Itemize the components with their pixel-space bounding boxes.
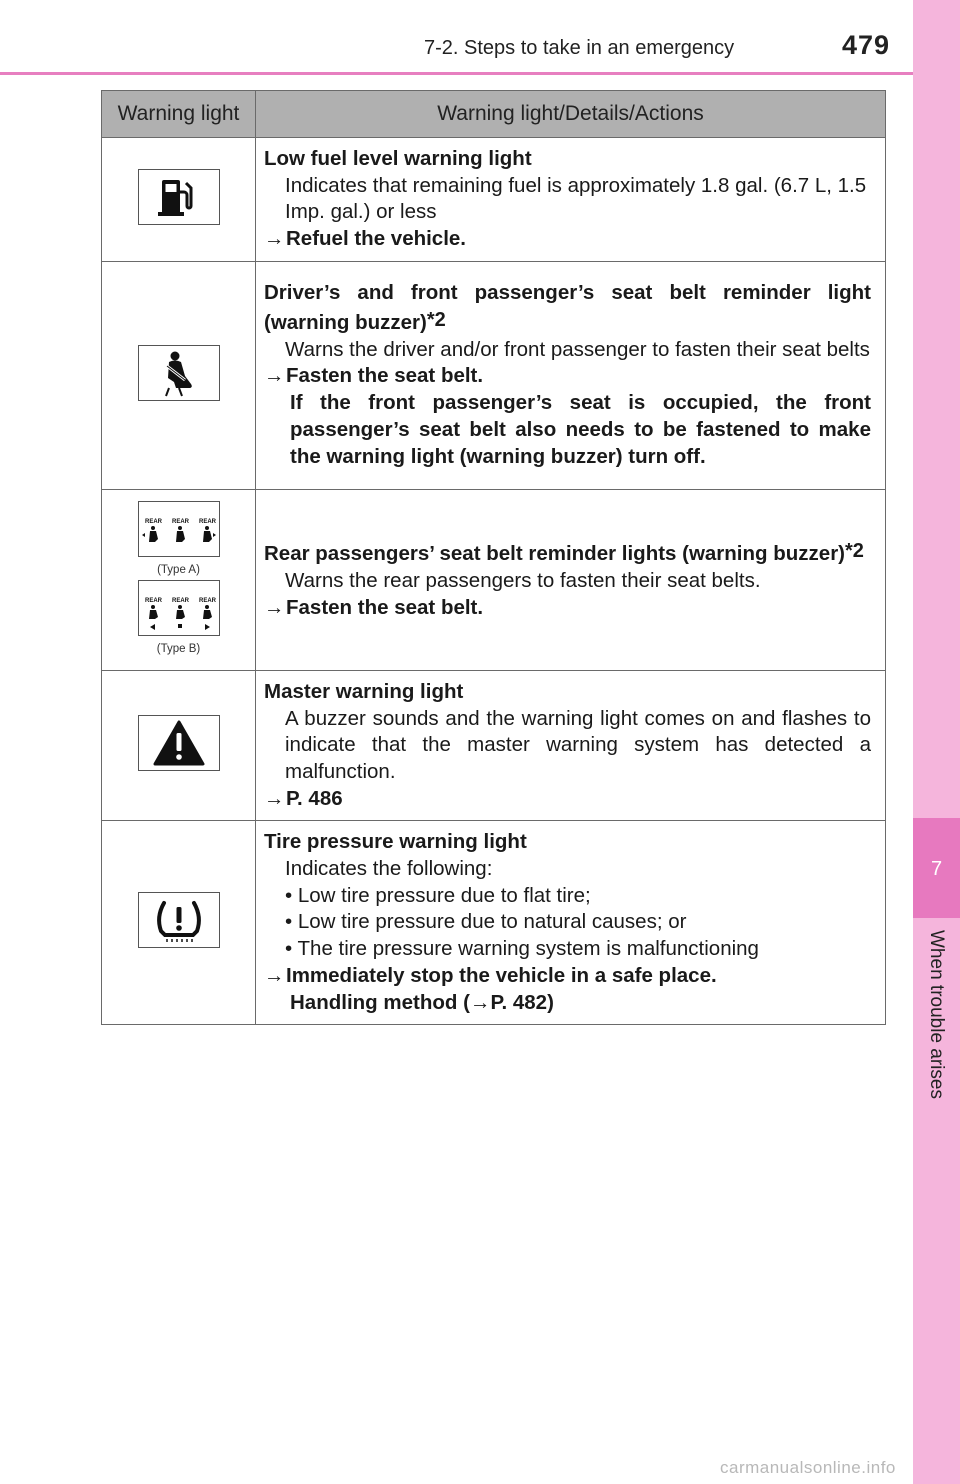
row-action: →Fasten the seat belt. — [264, 363, 871, 390]
seat-belt-icon — [138, 345, 220, 401]
section-title: 7-2. Steps to take in an emergency — [424, 37, 735, 59]
table-row — [102, 261, 886, 489]
column-header-details: Warning light/Details/Actions — [256, 91, 886, 138]
chapter-title: When trouble arises — [926, 930, 947, 1099]
row-details: Indicates the following: — [285, 857, 493, 881]
row-details: A buzzer sounds and the warning light comes on and flashes to indicate that the master warning system has detected a malfunction. — [285, 706, 871, 783]
row-action: →P. 486 — [264, 786, 871, 813]
table-row — [102, 670, 886, 821]
tire-pressure-icon — [138, 892, 220, 948]
arrow-icon: → — [264, 364, 285, 388]
row-action: →Immediately stop the vehicle in a safe place. — [264, 963, 871, 990]
icon-cell — [102, 261, 256, 489]
icon-cell — [102, 138, 256, 262]
header-rule — [0, 72, 913, 75]
table-row — [102, 489, 886, 670]
rear-label: REAR — [144, 518, 162, 525]
watermark: carmanualsonline.info — [720, 1458, 896, 1477]
fuel-pump-icon — [138, 169, 220, 225]
row-action: →Refuel the vehicle. — [264, 226, 871, 253]
footnote-mark: *2 — [426, 309, 446, 332]
table-row — [102, 138, 886, 262]
rear-label: REAR — [144, 597, 162, 604]
details-cell — [256, 670, 886, 821]
row-details: Indicates that remaining fuel is approximately 1.8 gal. (6.7 L, 1.5 Imp. gal.) or less — [285, 173, 867, 224]
row-title: Tire pressure warning light — [264, 830, 527, 854]
row-action: →Fasten the seat belt. — [264, 595, 871, 622]
row-action-note: If the front passenger’s seat is occupied, the front passenger’s seat belt also needs to be fastened to make the warning light (warning buzzer) turn off. — [290, 391, 871, 468]
page-reference-link[interactable]: →P. 482) — [469, 990, 554, 1014]
rear-label: REAR — [171, 597, 189, 604]
arrow-icon: → — [264, 595, 285, 619]
list-item: • Low tire pressure due to natural causes; or — [285, 910, 687, 934]
icon-caption-type-b: (Type B) — [156, 642, 201, 655]
icon-cell — [102, 821, 256, 1025]
chapter-number: 7 — [930, 858, 943, 880]
details-cell — [256, 489, 886, 670]
icon-cell — [102, 489, 256, 670]
footnote-mark: *2 — [845, 540, 864, 563]
rear-label: REAR — [198, 597, 216, 604]
arrow-icon: → — [264, 786, 285, 810]
rear-seat-belt-icon — [138, 580, 220, 636]
table-header-row — [102, 91, 886, 138]
table-row — [102, 821, 886, 1025]
details-cell — [256, 821, 886, 1025]
side-tab — [913, 0, 960, 1484]
column-header-warning-light: Warning light — [102, 91, 256, 138]
details-cell — [256, 138, 886, 262]
rear-label: REAR — [171, 518, 189, 525]
rear-seat-belt-icon — [138, 501, 220, 557]
row-title: Master warning light — [264, 679, 464, 703]
icon-caption-type-a: (Type A) — [157, 563, 200, 576]
row-action-note: Handling method (→P. 482) — [290, 990, 554, 1014]
list-item: • The tire pressure warning system is malfunctioning — [285, 937, 759, 961]
row-details: Warns the driver and/or front passenger to fasten their seat belts — [285, 337, 870, 361]
page-number: 479 — [842, 30, 891, 60]
warning-light-table — [101, 90, 886, 1025]
master-warning-triangle-icon — [138, 715, 220, 771]
row-title: Driver’s and front passenger’s seat belt reminder light (warning buzzer)*2 — [264, 281, 871, 335]
row-details: Warns the rear passengers to fasten their seat belts. — [285, 568, 761, 592]
icon-cell — [102, 670, 256, 821]
rear-label: REAR — [198, 518, 216, 525]
row-title: Low fuel level warning light — [264, 147, 532, 170]
list-item: • Low tire pressure due to flat tire; — [285, 883, 591, 907]
arrow-icon: → — [264, 227, 285, 251]
details-cell — [256, 261, 886, 489]
row-title: Rear passengers’ seat belt reminder lights (warning buzzer)*2 — [264, 540, 864, 566]
arrow-icon: → — [264, 963, 285, 987]
